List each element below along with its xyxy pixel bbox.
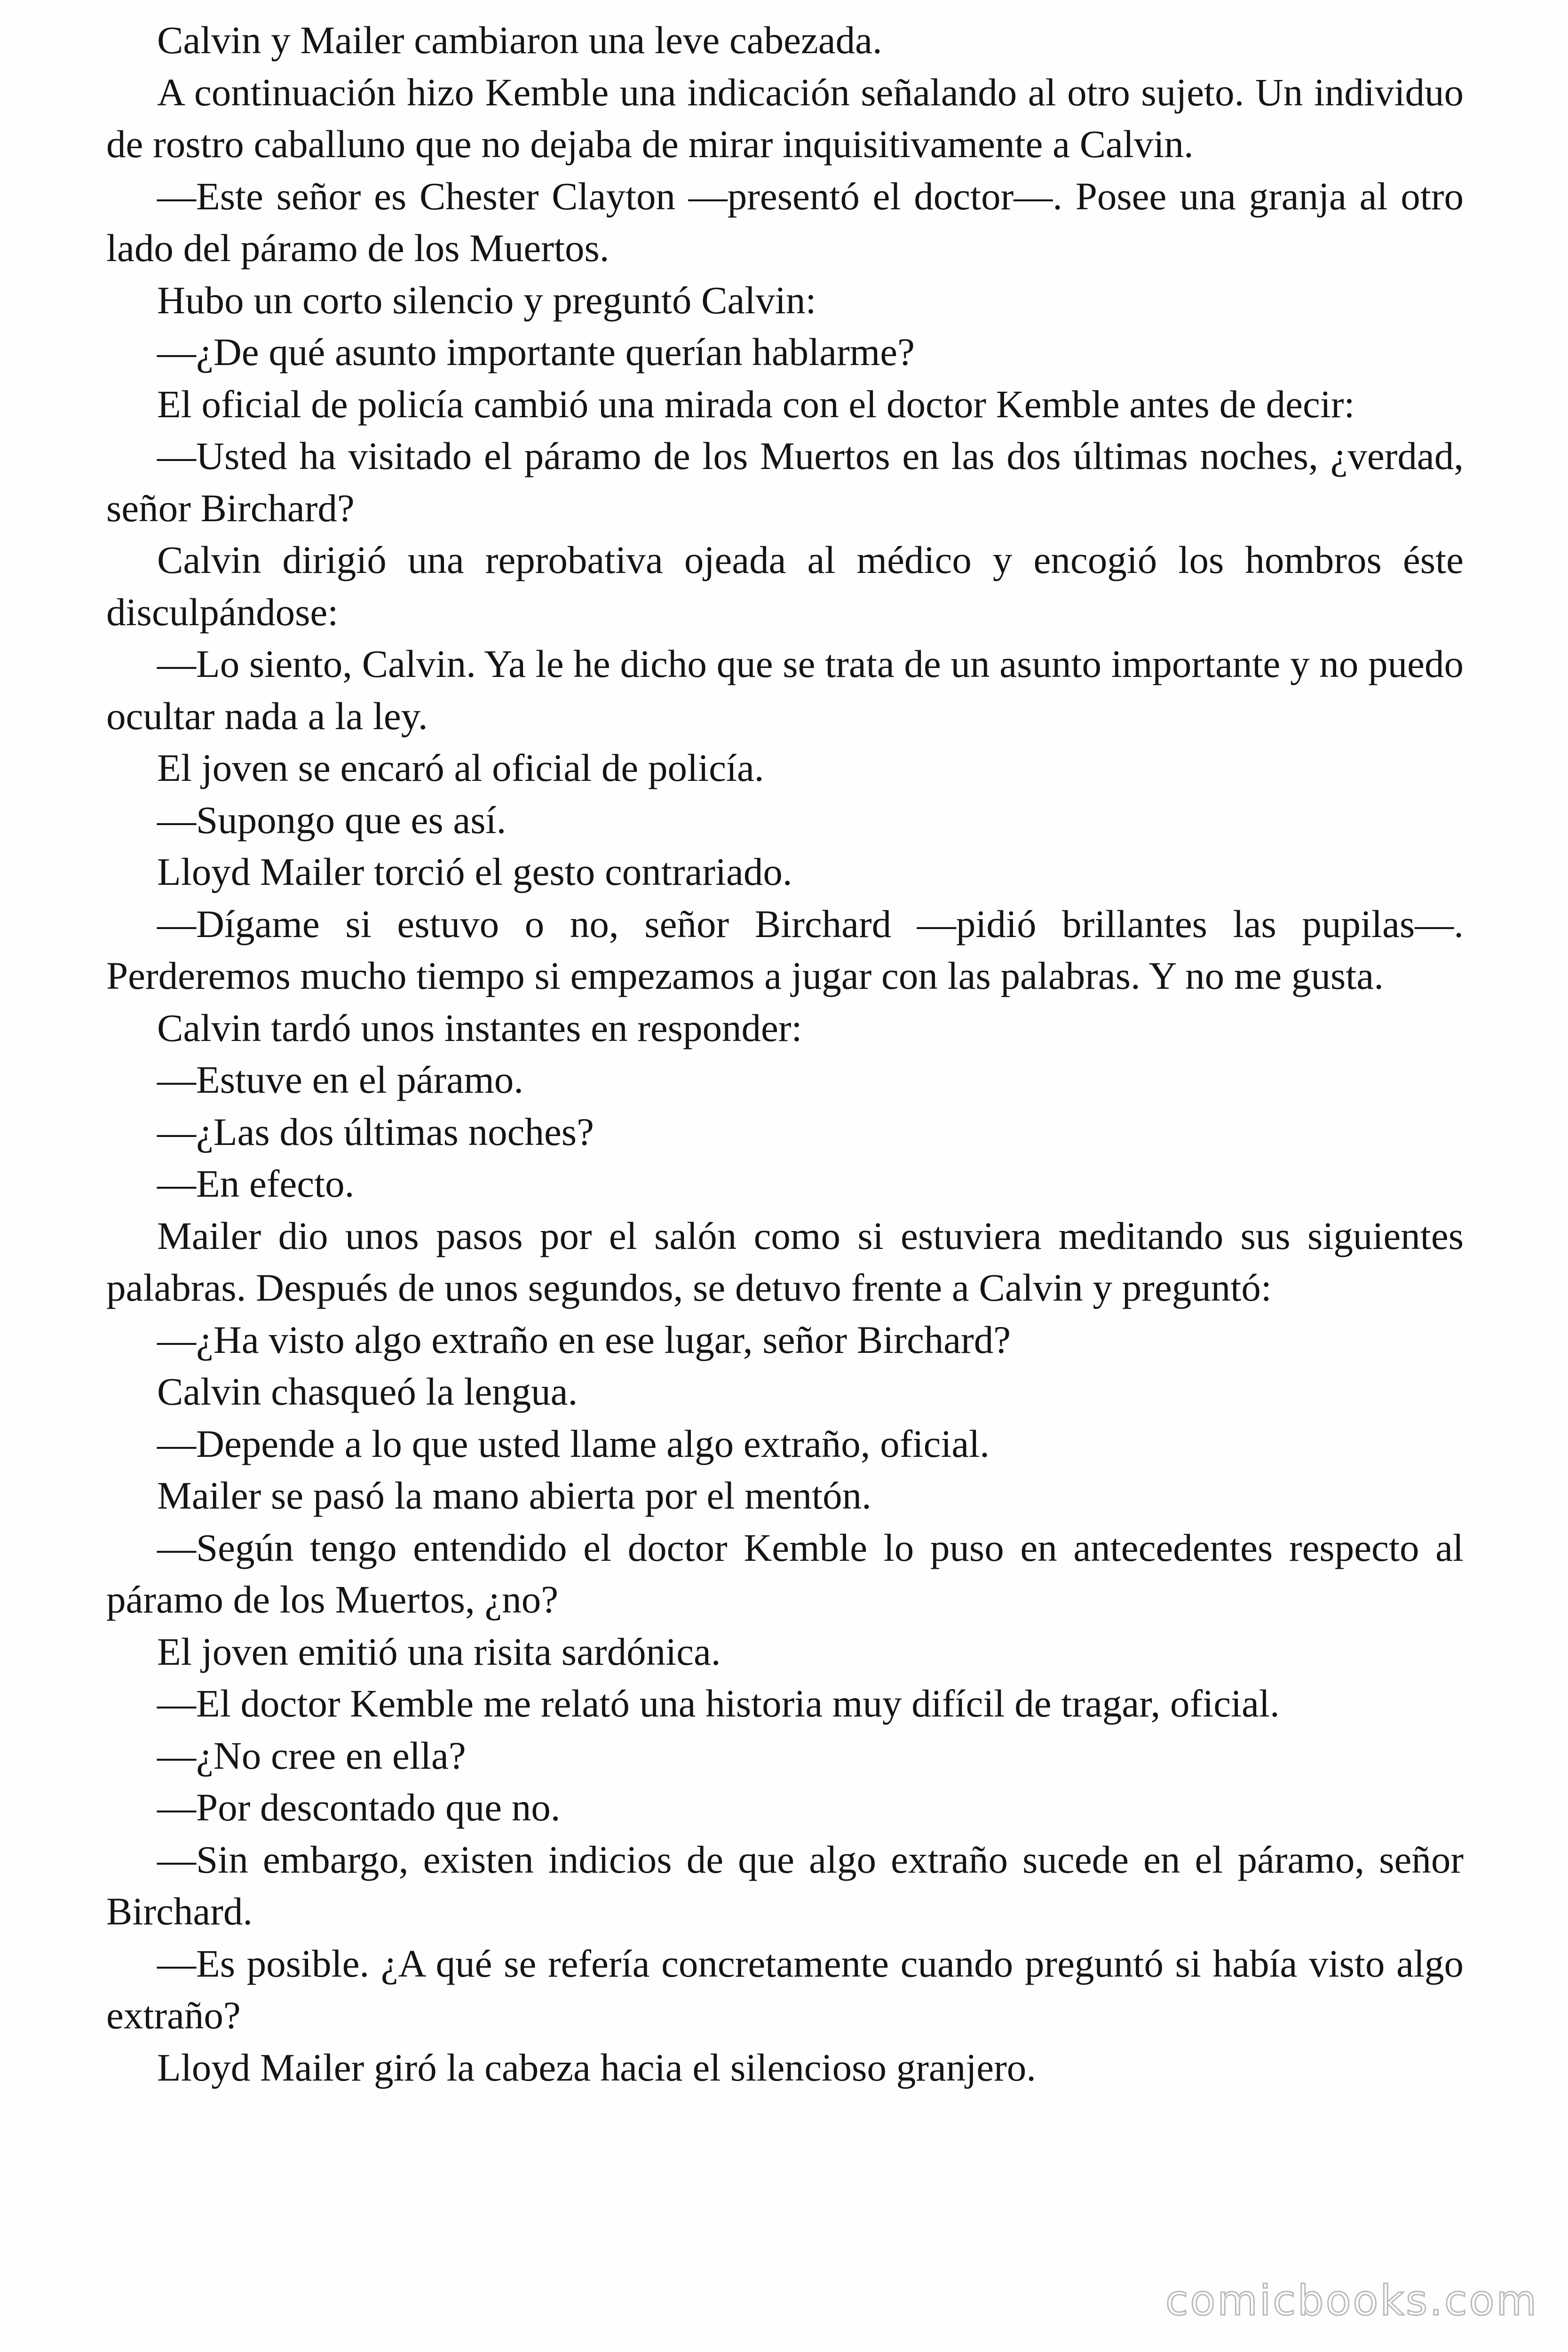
paragraph: —¿No cree en ella? bbox=[157, 1733, 466, 1777]
paragraph: Lloyd Mailer torció el gesto contrariado. bbox=[157, 850, 792, 893]
paragraph: Calvin y Mailer cambiaron una leve cabezada. bbox=[157, 18, 882, 62]
paragraph: —¿De qué asunto importante querían hablarme? bbox=[157, 330, 915, 373]
paragraph: —En efecto. bbox=[157, 1162, 355, 1205]
paragraph: —Es posible. ¿A qué se refería concretamente cuando preguntó si había visto algo extraño? bbox=[106, 1941, 1464, 2037]
paragraph: —Depende a lo que usted llame algo extraño, oficial. bbox=[157, 1422, 990, 1465]
paragraph: Mailer se pasó la mano abierta por el mentón. bbox=[157, 1474, 871, 1517]
paragraph: Calvin tardó unos instantes en responder: bbox=[157, 1006, 802, 1049]
paragraph: Calvin dirigió una reprobativa ojeada al médico y encogió los hombros éste disculpándose: bbox=[106, 538, 1464, 634]
watermark: comicbooks.com bbox=[1165, 2276, 1539, 2325]
paragraph: El joven emitió una risita sardónica. bbox=[157, 1629, 721, 1673]
page-body-text bbox=[106, 14, 1464, 2093]
paragraph: Mailer dio unos pasos por el salón como si estuviera meditando sus siguientes palabras. Después de unos segundos, se detuvo frente a Calvin y preguntó: bbox=[106, 1214, 1464, 1309]
paragraph: —Este señor es Chester Clayton —presentó el doctor—. Posee una granja al otro lado del páramo de los Muertos. bbox=[106, 174, 1464, 270]
paragraph: El oficial de policía cambió una mirada con el doctor Kemble antes de decir: bbox=[157, 382, 1355, 426]
paragraph: —Lo siento, Calvin. Ya le he dicho que se trata de un asunto importante y no puedo ocultar nada a la ley. bbox=[106, 642, 1464, 738]
paragraph: —Sin embargo, existen indicios de que algo extraño sucede en el páramo, señor Birchard. bbox=[106, 1837, 1464, 1933]
paragraph: —¿Las dos últimas noches? bbox=[157, 1110, 594, 1153]
paragraph: —Usted ha visitado el páramo de los Muertos en las dos últimas noches, ¿verdad, señor Birchard? bbox=[106, 434, 1464, 530]
paragraph: —Estuve en el páramo. bbox=[157, 1058, 524, 1101]
paragraph: Calvin chasqueó la lengua. bbox=[157, 1370, 578, 1413]
paragraph: —Por descontado que no. bbox=[157, 1786, 561, 1829]
paragraph: Lloyd Mailer giró la cabeza hacia el silencioso granjero. bbox=[157, 2045, 1036, 2089]
paragraph: A continuación hizo Kemble una indicación señalando al otro sujeto. Un individuo de rostro caballuno que no dejaba de mirar inquisitivamente a Calvin. bbox=[106, 70, 1464, 166]
paragraph: —Dígame si estuvo o no, señor Birchard —pidió brillantes las pupilas—. Perderemos mucho tiempo si empezamos a jugar con las palabras. Y no me gusta. bbox=[106, 902, 1464, 997]
paragraph: Hubo un corto silencio y preguntó Calvin: bbox=[157, 278, 816, 322]
paragraph: —Según tengo entendido el doctor Kemble lo puso en antecedentes respecto al páramo de los Muertos, ¿no? bbox=[106, 1526, 1464, 1621]
paragraph: —El doctor Kemble me relató una historia muy difícil de tragar, oficial. bbox=[157, 1682, 1280, 1725]
paragraph: —Supongo que es así. bbox=[157, 798, 507, 842]
paragraph: —¿Ha visto algo extraño en ese lugar, señor Birchard? bbox=[157, 1318, 1011, 1361]
paragraph: El joven se encaró al oficial de policía. bbox=[157, 746, 764, 789]
